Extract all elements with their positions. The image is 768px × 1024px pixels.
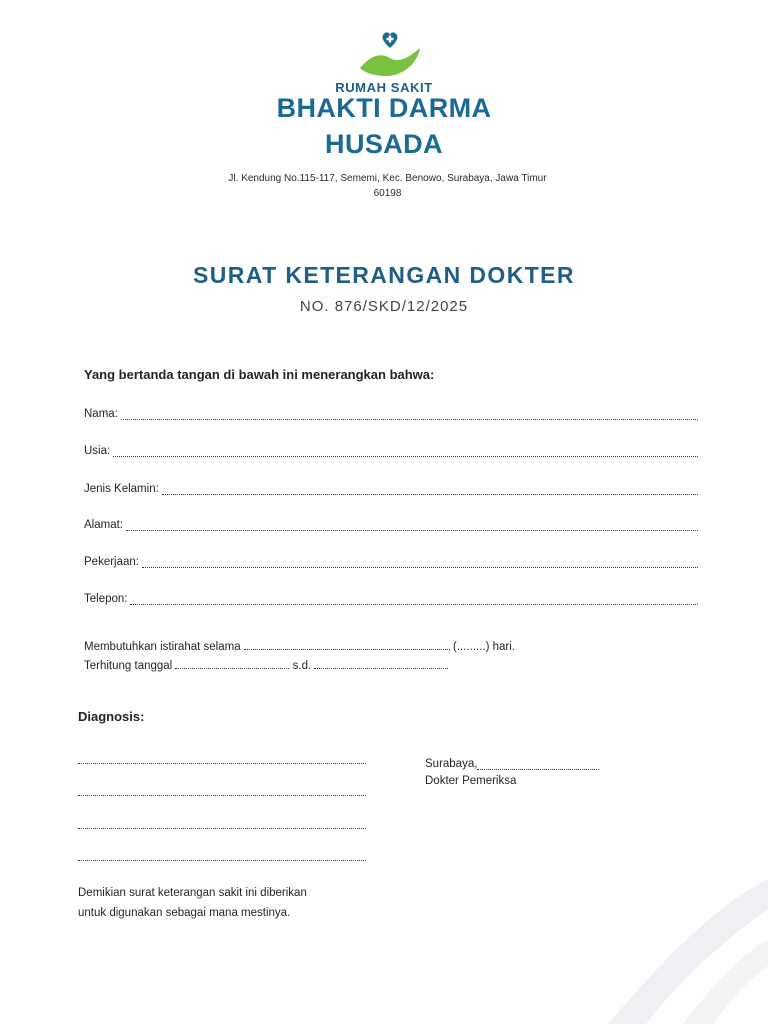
signature-role: Dokter Pemeriksa xyxy=(425,775,517,787)
field-label: Usia: xyxy=(84,445,111,457)
field-label: Nama: xyxy=(84,408,118,420)
field-label: Alamat: xyxy=(84,519,123,531)
rest-date-separator: s.d. xyxy=(289,660,315,672)
rest-days-suffix: hari. xyxy=(489,641,516,653)
fill-line xyxy=(477,758,599,770)
field-nama xyxy=(84,404,698,420)
hospital-name-line1: BHAKTI DARMA xyxy=(276,93,492,123)
rest-duration-line xyxy=(84,638,515,657)
address-line2: 60198 xyxy=(373,188,402,199)
fill-line xyxy=(130,592,698,605)
heart-plus-hand-icon xyxy=(356,30,424,80)
fill-line xyxy=(113,444,698,457)
fill-line xyxy=(175,657,289,669)
hospital-address xyxy=(190,171,585,201)
field-usia xyxy=(84,441,698,457)
hospital-name-line2: HUSADA xyxy=(325,129,443,159)
diagnosis-label: Diagnosis: xyxy=(78,709,145,724)
address-line1: Jl. Kendung No.115-117, Sememi, Kec. Benowo, Surabaya, Jawa Timur xyxy=(228,173,547,184)
fill-line xyxy=(121,407,698,420)
rest-duration-prefix: Membutuhkan istirahat selama xyxy=(84,641,241,653)
diagnosis-line xyxy=(78,860,366,861)
decorative-swoosh xyxy=(468,824,768,1024)
diagnosis-line xyxy=(78,763,366,764)
diagnosis-line xyxy=(78,828,366,829)
closing-line2: untuk digunakan sebagai mana mestinya. xyxy=(78,907,291,919)
fill-line xyxy=(244,638,450,650)
rest-date-line xyxy=(84,657,515,676)
field-label: Pekerjaan: xyxy=(84,556,139,568)
field-telepon xyxy=(84,589,698,605)
rest-period-block xyxy=(84,638,515,676)
document-title: SURAT KETERANGAN DOKTER xyxy=(193,262,575,288)
field-label: Telepon: xyxy=(84,593,128,605)
fill-line xyxy=(126,518,698,531)
hospital-type-label: RUMAH SAKIT xyxy=(335,80,433,95)
diagnosis-line xyxy=(78,795,366,796)
signature-city-date xyxy=(425,758,599,770)
field-jenis-kelamin xyxy=(84,479,698,495)
closing-line1: Demikian surat keterangan sakit ini diberikan xyxy=(78,887,307,899)
field-label: Jenis Kelamin: xyxy=(84,483,159,495)
rest-days-paren: (.........) xyxy=(449,641,490,653)
closing-statement xyxy=(78,883,398,923)
rest-date-prefix: Terhitung tanggal xyxy=(84,660,173,672)
fill-line xyxy=(162,482,698,495)
signature-city: Surabaya, xyxy=(425,758,478,770)
intro-text: Yang bertanda tangan di bawah ini menerangkan bahwa: xyxy=(84,367,435,382)
fill-line xyxy=(142,555,698,568)
field-pekerjaan xyxy=(84,552,698,568)
fill-line xyxy=(314,657,448,669)
document-number: NO. 876/SKD/12/2025 xyxy=(299,298,469,315)
field-alamat xyxy=(84,515,698,531)
